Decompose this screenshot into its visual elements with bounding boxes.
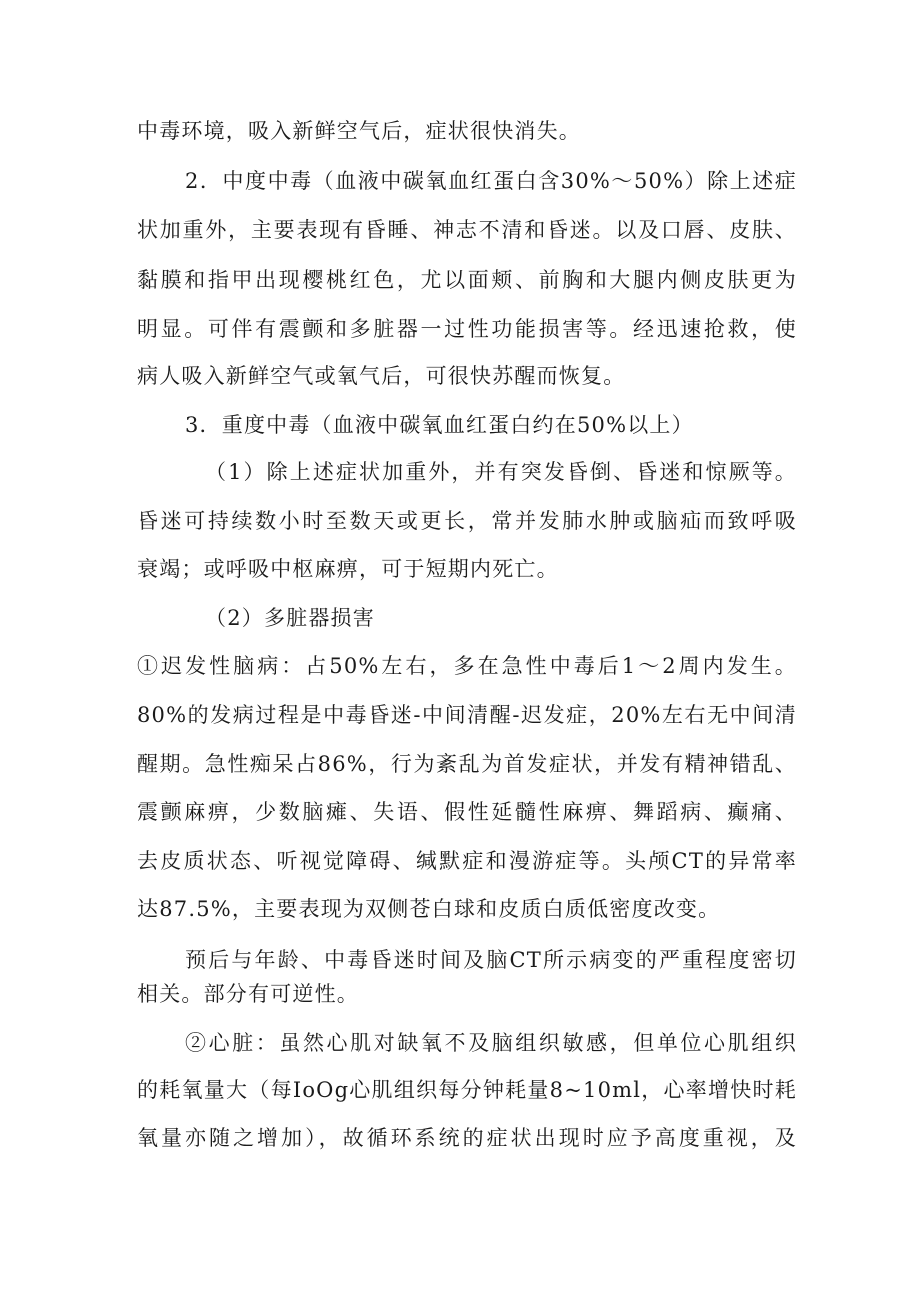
text-line: 3．重度中毒（血液中碳氧血红蛋白约在50%以上） xyxy=(185,413,694,437)
text-line: 状加重外，主要表现有昏睡、神志不清和昏迷。以及口唇、皮肤、 xyxy=(137,218,797,242)
text-line: 病人吸入新鲜空气或氧气后，可很快苏醒而恢复。 xyxy=(137,364,626,388)
text-line: 震颤麻痹，少数脑瘫、失语、假性延髓性麻痹、舞蹈病、癫痛、 xyxy=(137,800,797,824)
text-line: 80%的发病过程是中毒昏迷-中间清醒-迟发症，20%左右无中间清 xyxy=(137,703,797,727)
text-line: （2）多脏器损害 xyxy=(205,606,375,630)
text-line: 相关。部分有可逆性。 xyxy=(137,982,359,1006)
text-line: 氧量亦随之增加），故循环系统的症状出现时应予高度重视，及 xyxy=(137,1126,797,1150)
text-line: 醒期。急性痴呆占86%，行为紊乱为首发症状，并发有精神错乱、 xyxy=(137,752,797,776)
text-line: 明显。可伴有震颤和多脏器一过性功能损害等。经迅速抢救，使 xyxy=(137,317,797,341)
text-line: （1）除上述症状加重外，并有突发昏倒、昏迷和惊厥等。 xyxy=(205,460,797,484)
text-line: ②心脏：虽然心肌对缺氧不及脑组织敏感，但单位心肌组织 xyxy=(185,1031,797,1055)
text-line: 去皮质状态、听视觉障碍、缄默症和漫游症等。头颅CT的异常率 xyxy=(137,849,797,873)
text-line: 昏迷可持续数小时至数天或更长，常并发肺水肿或脑疝而致呼吸 xyxy=(137,509,797,533)
text-line: 达87.5%，主要表现为双侧苍白球和皮质白质低密度改变。 xyxy=(137,897,721,921)
text-line: 的耗氧量大（每IoOg心肌组织每分钟耗量8~10ml，心率增快时耗 xyxy=(137,1078,797,1102)
text-line: 中毒环境，吸入新鲜空气后，症状很快消失。 xyxy=(137,119,581,143)
text-line: ①迟发性脑病：占50%左右，多在急性中毒后1～2周内发生。 xyxy=(137,654,797,678)
text-line: 2．中度中毒（血液中碳氧血红蛋白含30%～50%）除上述症 xyxy=(185,169,797,193)
text-line: 衰竭；或呼吸中枢麻痹，可于短期内死亡。 xyxy=(137,557,559,581)
text-line: 预后与年龄、中毒昏迷时间及脑CT所示病变的严重程度密切 xyxy=(185,948,797,972)
text-line: 黏膜和指甲出现樱桃红色，尤以面颊、前胸和大腿内侧皮肤更为 xyxy=(137,268,797,292)
